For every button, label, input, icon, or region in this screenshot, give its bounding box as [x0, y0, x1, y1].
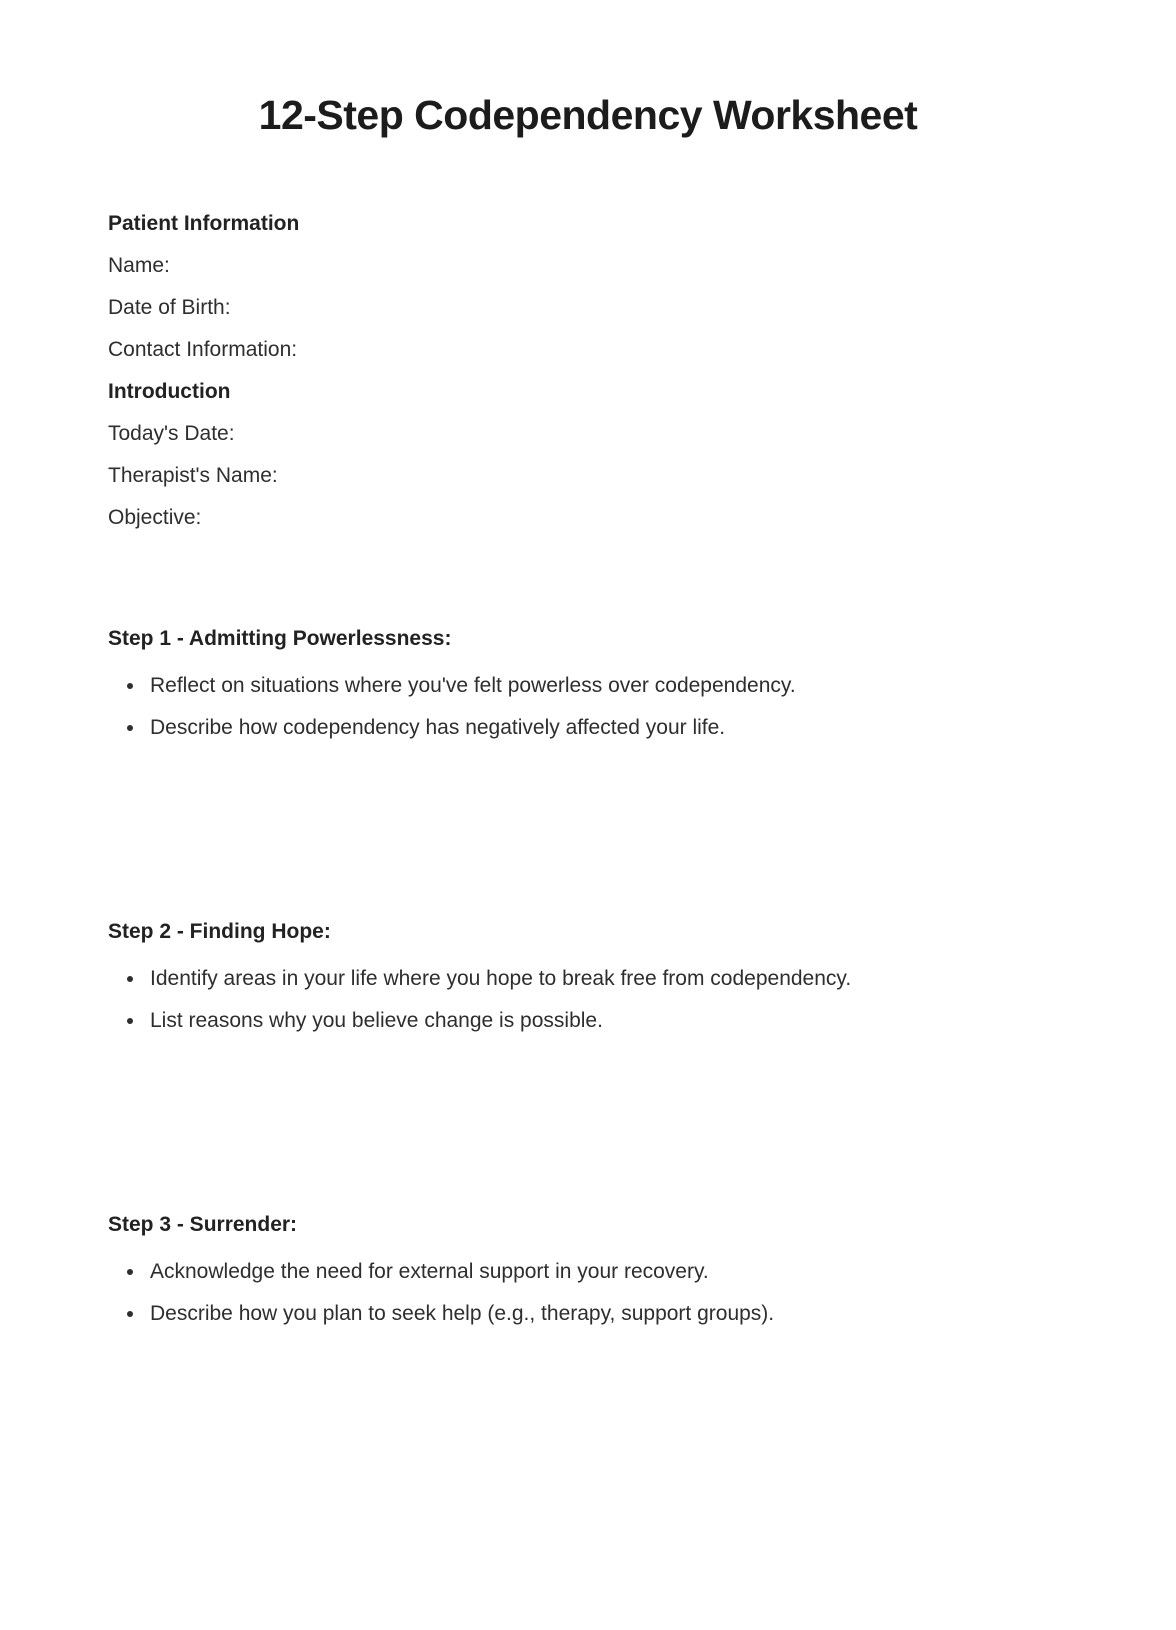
step-1-heading: Step 1 - Admitting Powerlessness: — [108, 627, 452, 650]
step-2-bullet: • Identify areas in your life where you hope to break free from codependency. — [146, 968, 1068, 989]
field-label-date-of-birth: Date of Birth: — [108, 296, 231, 319]
step-1-bullet-list — [108, 675, 1068, 738]
step-2-heading: Step 2 - Finding Hope: — [108, 920, 331, 943]
step-3-bullet: • Acknowledge the need for external support in your recovery. — [146, 1261, 1068, 1282]
step-3-bullet: • Describe how you plan to seek help (e.g., therapy, support groups). — [146, 1303, 1068, 1324]
introduction-heading: Introduction — [108, 380, 231, 403]
step-3-section — [108, 1214, 1068, 1324]
introduction-section — [108, 381, 1068, 528]
page-title: 12-Step Codependency Worksheet — [258, 92, 918, 138]
field-label-contact-information: Contact Information: — [108, 338, 298, 361]
step-2-section — [108, 921, 1068, 1031]
step-2-bullet: • List reasons why you believe change is possible. — [146, 1010, 1068, 1031]
step-3-heading: Step 3 - Surrender: — [108, 1213, 298, 1236]
step-1-section — [108, 628, 1068, 738]
step-1-bullet: • Reflect on situations where you've felt powerless over codependency. — [146, 675, 1068, 696]
step-3-bullet-list — [108, 1261, 1068, 1324]
step-2-bullet-list — [108, 968, 1068, 1031]
field-label-name: Name: — [108, 254, 170, 277]
field-label-therapists-name: Therapist's Name: — [108, 464, 278, 487]
patient-information-section — [108, 213, 1068, 360]
field-label-todays-date: Today's Date: — [108, 422, 235, 445]
step-1-bullet: • Describe how codependency has negatively affected your life. — [146, 717, 1068, 738]
patient-information-heading: Patient Information — [108, 212, 300, 235]
field-label-objective: Objective: — [108, 506, 202, 529]
